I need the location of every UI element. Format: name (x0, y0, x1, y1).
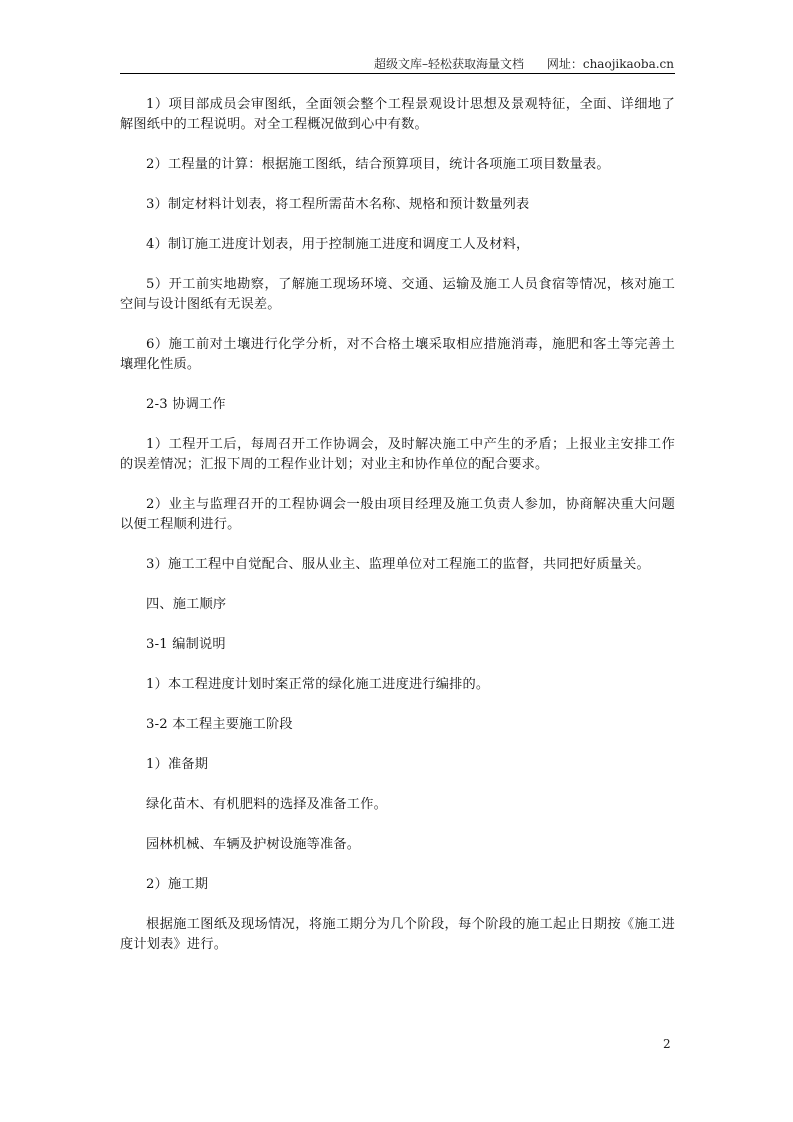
paragraph: 2）业主与监理召开的工程协调会一般由项目经理及施工负责人参加，协商解决重大问题以便工程顺利进行。 (120, 497, 675, 532)
paragraph: 园林机械、车辆及护树设施等准备。 (146, 837, 361, 852)
paragraph: 4）制订施工进度计划表，用于控制施工进度和调度工人及材料， (146, 237, 530, 252)
paragraph: 3）制定材料计划表，将工程所需苗木名称、规格和预计数量列表 (146, 197, 530, 212)
section-heading: 3-1 编制说明 (146, 637, 226, 652)
paragraph: 1）工程开工后，每周召开工作协调会，及时解决施工中产生的矛盾；上报业主安排工作的误差情况；汇报下周的工程作业计划；对业主和协作单位的配合要求。 (120, 437, 675, 472)
section-heading: 3-2 本工程主要施工阶段 (146, 717, 293, 732)
page-number: 2 (663, 1037, 671, 1051)
document-body (120, 95, 675, 975)
header-url-label: 网址： (546, 57, 583, 71)
header-divider (120, 73, 675, 74)
header-url: chaojikaoba.cn (582, 57, 674, 71)
chapter-heading: 四、施工顺序 (146, 597, 227, 612)
subheading: 2）施工期 (146, 877, 209, 892)
paragraph: 5）开工前实地勘察，了解施工现场环境、交通、运输及施工人员食宿等情况，核对施工空间与设计图纸有无误差。 (120, 277, 675, 312)
subheading: 1）准备期 (146, 757, 209, 772)
paragraph: 6）施工前对土壤进行化学分析，对不合格土壤采取相应措施消毒，施肥和客土等完善土壤理化性质。 (120, 337, 675, 372)
paragraph: 绿化苗木、有机肥料的选择及准备工作。 (146, 797, 387, 812)
header-site-name: 超级文库–轻松获取海量文档 (373, 57, 524, 71)
paragraph: 2）工程量的计算：根据施工图纸，结合预算项目，统计各项施工项目数量表。 (146, 157, 610, 172)
section-heading: 2-3 协调工作 (146, 397, 226, 412)
paragraph: 3）施工工程中自觉配合、服从业主、监理单位对工程施工的监督，共同把好质量关。 (146, 557, 650, 572)
paragraph: 根据施工图纸及现场情况，将施工期分为几个阶段，每个阶段的施工起止日期按《施工进度计划表》进行。 (120, 917, 675, 952)
paragraph: 1）本工程进度计划时案正常的绿化施工进度进行编排的。 (146, 677, 490, 692)
paragraph: 1）项目部成员会审图纸，全面领会整个工程景观设计思想及景观特征，全面、详细地了解图纸中的工程说明。对全工程概况做到心中有数。 (120, 97, 675, 132)
page-header (120, 55, 674, 73)
